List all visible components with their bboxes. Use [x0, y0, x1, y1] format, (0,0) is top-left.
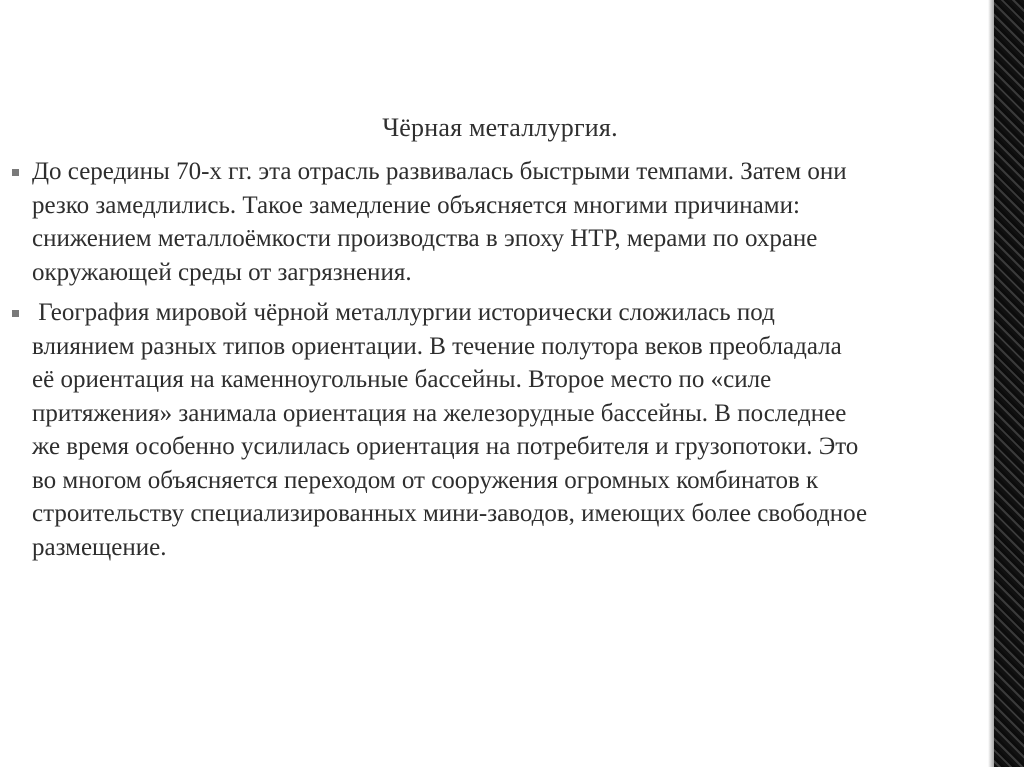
paragraph-1 [12, 155, 987, 289]
slide-content [12, 155, 987, 571]
paragraph-line: снижением металлоёмкости производства в эпоху НТР, мерами по охране [32, 225, 818, 252]
paragraph-line: До середины 70-х гг. эта отрасль развивалась быстрыми темпами. Затем они [32, 158, 847, 185]
paragraph-line: же время особенно усилилась ориентация на потребителя и грузопотоки. Это [32, 433, 859, 460]
square-bullet-icon [12, 169, 19, 176]
square-bullet-icon [12, 310, 19, 317]
paragraph-line: притяжения» занимала ориентация на железорудные бассейны. В последнее [32, 399, 847, 427]
paragraph-line: строительству специализированных мини-заводов, имеющих более свободное [32, 500, 868, 527]
paragraph-line: влиянием разных типов ориентации. В течение полутора веков преобладала [32, 332, 842, 360]
paragraph-line: её ориентация на каменноугольные бассейны. Второе место по «силе [32, 366, 772, 393]
paragraph-line: во многом объясняется переходом от сооружения огромных комбинатов к [32, 466, 819, 494]
paragraph-line: резко замедлились. Такое замедление объясняется многими причинами: [32, 191, 800, 219]
paragraph-line: размещение. [32, 533, 167, 561]
paragraph-2 [12, 296, 987, 564]
slide-title: Чёрная металлургия. [382, 113, 618, 142]
paragraph-line: География мировой чёрной металлургии исторически сложилась под [32, 299, 775, 326]
decorative-edge [994, 0, 1024, 767]
paragraph-line: окружающей среды от загрязнения. [32, 258, 412, 286]
